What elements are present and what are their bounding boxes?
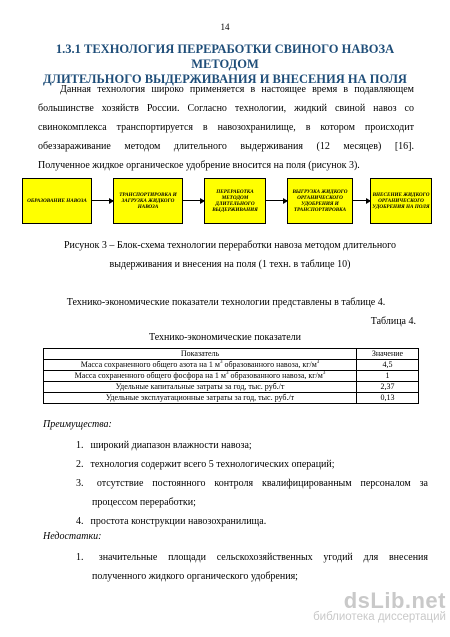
page-number: 14 bbox=[220, 22, 230, 32]
list-text-continued: полученного жидкого органического удобрения; bbox=[92, 571, 298, 582]
table-row bbox=[44, 393, 419, 404]
list-item bbox=[76, 455, 428, 474]
list-number: 2. bbox=[76, 459, 84, 470]
disadvantages-label: Недостатки: bbox=[43, 531, 102, 542]
list-text-continued: процессом переработки; bbox=[92, 497, 196, 508]
intro-paragraph bbox=[38, 80, 414, 175]
list-item bbox=[76, 436, 428, 455]
section-heading-line-1: 1.3.1 ТЕХНОЛОГИЯ ПЕРЕРАБОТКИ СВИНОГО НАВОЗА МЕТОДОМ bbox=[55, 42, 395, 71]
row-text: образованного навоза, кг/м bbox=[228, 371, 323, 380]
intro-line-5: Полученное жидкое органическое удобрение вносится на поля (рисунок 3). bbox=[38, 160, 360, 171]
row-text: образованного навоза, кг/м bbox=[222, 360, 317, 369]
table-title: Технико-экономические показатели bbox=[149, 332, 301, 343]
flow-arrow-2 bbox=[183, 200, 204, 201]
table-cell-indicator: Удельные капитальные затраты за год, тыс. руб./т bbox=[44, 382, 357, 393]
indicators-table bbox=[43, 348, 419, 404]
list-text: технология содержит всего 5 технологических операций; bbox=[90, 459, 335, 470]
table-row bbox=[44, 382, 419, 393]
figure-caption bbox=[40, 236, 420, 274]
table-cell-value: 0,13 bbox=[357, 393, 419, 404]
watermark bbox=[286, 588, 446, 623]
row-superscript: 3 bbox=[226, 371, 229, 376]
flow-box-long-storage: ПЕРЕРАБОТКА МЕТОДОМ ДЛИТЕЛЬНОГО ВЫДЕРЖИВАНИЯ bbox=[204, 178, 266, 224]
intro-line-4: обеззараживание методом длительного выдерживания (12 месяцев) [16]. bbox=[38, 141, 414, 152]
list-item bbox=[76, 512, 428, 531]
table-header-value: Значение bbox=[357, 349, 419, 360]
watermark-logo: dsLib.net bbox=[343, 588, 446, 613]
table-cell-indicator: Удельные эксплуатационные затраты за год, тыс. руб./т bbox=[44, 393, 357, 404]
flow-box-unloading-transport: ВЫГРУЗКА ЖИДКОГО ОРГАНИЧЕСКОГО УДОБРЕНИЯ И ТРАНСПОРТИРОВКА bbox=[287, 178, 353, 224]
table-cell-value: 4,5 bbox=[357, 360, 419, 371]
table-cell-value: 2,37 bbox=[357, 382, 419, 393]
list-number: 4. bbox=[76, 516, 84, 527]
flow-box-transport-loading: ТРАНСПОРТИРОВКА И ЗАГРУЗКА ЖИДКОГО НАВОЗА bbox=[113, 178, 183, 224]
row-superscript: 3 bbox=[316, 360, 320, 365]
figure-caption-line-1: Рисунок 3 – Блок-схема технологии переработки навоза методом длительного bbox=[63, 240, 397, 251]
table-header-row bbox=[44, 349, 419, 360]
tech-paragraph: Технико-экономические показатели технологии представлены в таблице 4. bbox=[66, 297, 386, 308]
table-cell-indicator bbox=[44, 360, 357, 371]
figure-caption-line-2: выдерживания и внесения на поля (1 техн. в таблице 10) bbox=[109, 259, 351, 270]
flow-arrow-1 bbox=[92, 200, 113, 201]
list-text: широкий диапазон влажности навоза; bbox=[90, 440, 252, 451]
table-row bbox=[44, 371, 419, 382]
row-text: Масса сохраненного общего фосфора на 1 м bbox=[74, 371, 226, 380]
intro-line-1: Данная технология широко применяется в настоящее время в подавляющем bbox=[60, 84, 414, 95]
table-row bbox=[44, 360, 419, 371]
section-heading-line-2: ДЛИТЕЛЬНОГО ВЫДЕРЖИВАНИЯ И ВНЕСЕНИЯ НА ПОЛЯ bbox=[43, 72, 407, 86]
intro-line-3: свинокомплекса транспортируется в навозохранилище, в котором происходит bbox=[38, 122, 414, 133]
list-item bbox=[76, 548, 428, 586]
table-header-indicator: Показатель bbox=[44, 349, 357, 360]
list-text: отсутствие постоянного контроля квалифицированным персоналом за bbox=[96, 478, 428, 489]
list-text: простота конструкции навозохранилища. bbox=[90, 516, 267, 527]
table-cell-indicator bbox=[44, 371, 357, 382]
table-cell-value: 1 bbox=[357, 371, 419, 382]
intro-line-2: большинстве хозяйств России. Согласно технологии, жидкий свиной навоз со bbox=[38, 103, 414, 114]
flow-box-field-application: ВНЕСЕНИЕ ЖИДКОГО ОРГАНИЧЕСКОГО УДОБРЕНИЯ НА ПОЛЯ bbox=[370, 178, 432, 224]
list-number: 3. bbox=[76, 478, 84, 489]
flowchart bbox=[22, 178, 432, 224]
advantages-label: Преимущества: bbox=[43, 419, 112, 430]
list-item bbox=[76, 474, 428, 512]
list-number: 1. bbox=[76, 440, 84, 451]
flow-arrow-3 bbox=[266, 200, 287, 201]
row-superscript: 3 bbox=[219, 360, 223, 365]
list-number: 1. bbox=[76, 552, 84, 563]
watermark-subtitle: библиотека диссертаций bbox=[313, 611, 446, 623]
flow-arrow-4 bbox=[353, 200, 370, 201]
flow-box-manure-formation: ОБРАЗОВАНИЕ НАВОЗА bbox=[22, 178, 92, 224]
list-text: значительные площади сельскохозяйственных угодий для внесения bbox=[98, 552, 429, 563]
row-superscript: 3 bbox=[322, 371, 326, 376]
row-text: Масса сохраненного общего азота на 1 м bbox=[80, 360, 220, 369]
table-label: Таблица 4. bbox=[370, 316, 416, 327]
